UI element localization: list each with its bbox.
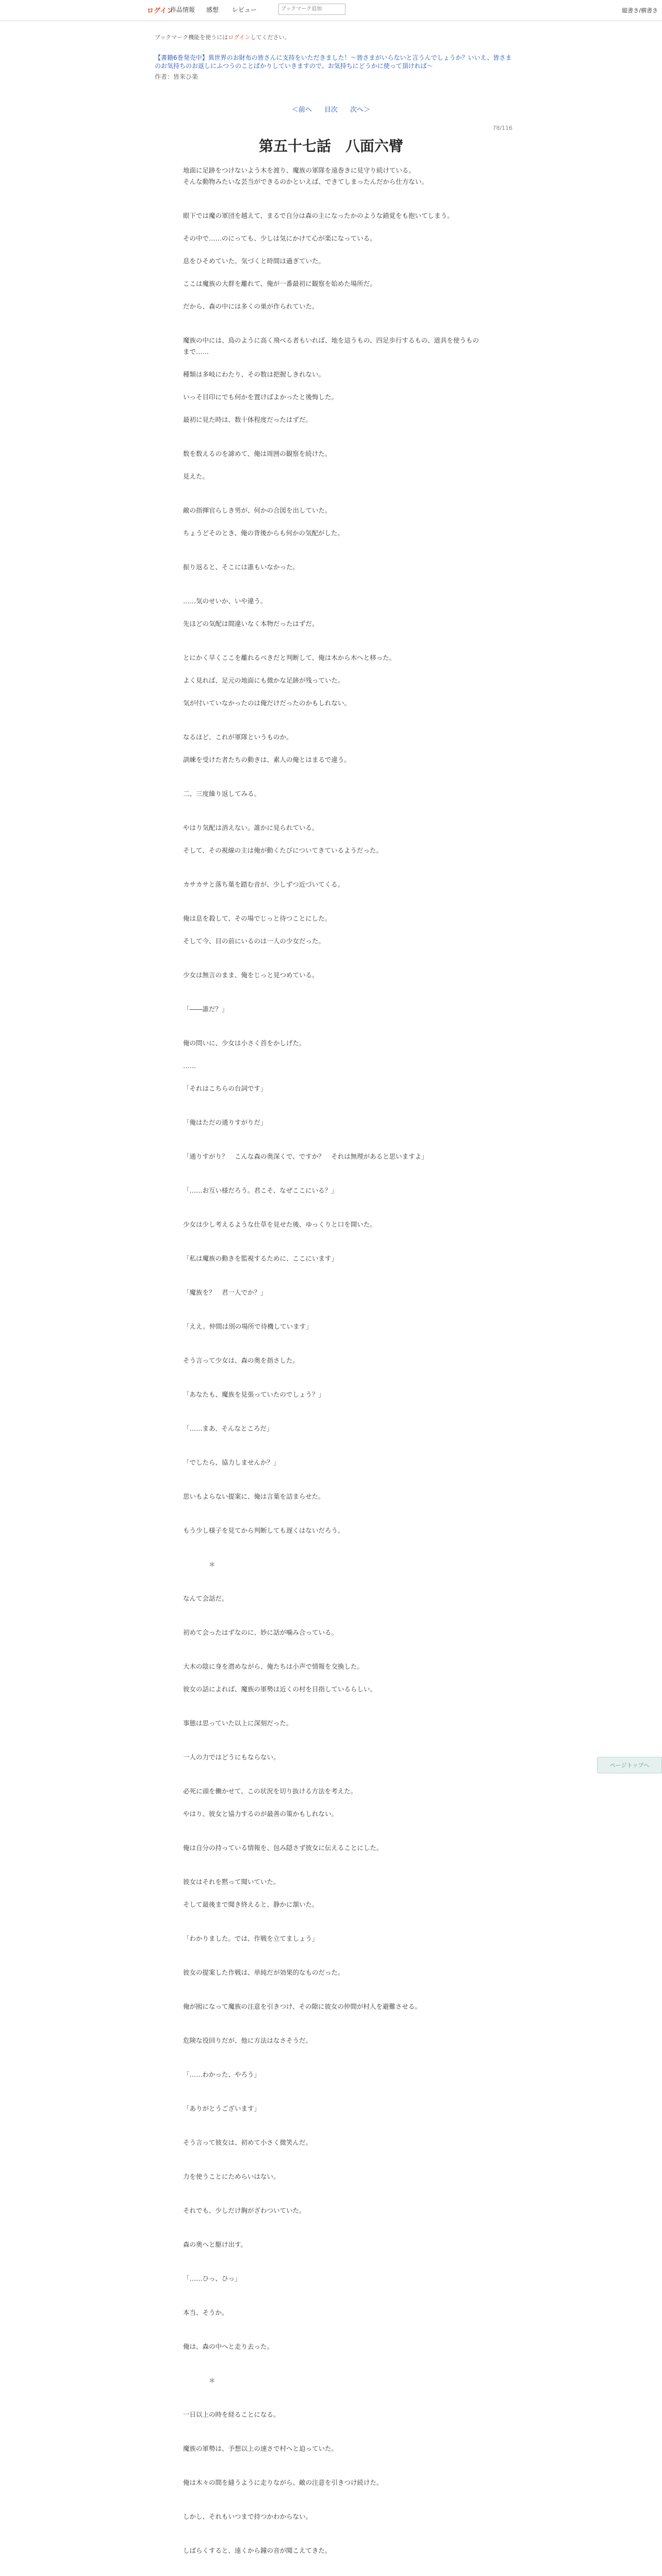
body-paragraph: [183, 1672, 479, 1684]
body-paragraph: 眼下では魔の軍団を越えて、まるで自分は森の主になったかのような錯覚をも抱いてしまう。: [183, 212, 454, 219]
bookmark-notice: [155, 33, 290, 41]
body-paragraph: [183, 2114, 479, 2126]
body-paragraph: [183, 1049, 479, 1060]
body-paragraph: 「あなたも、魔族を見張っていたのでしょう？」: [183, 1391, 325, 1398]
body-paragraph: [183, 312, 479, 324]
body-paragraph: 俺の問いに、少女は小さく首をかしげた。: [183, 1039, 306, 1047]
body-paragraph: [183, 2046, 479, 2058]
body-paragraph: 俺は自分の持っている情報を、包み隠さず彼女に伝えることにした。: [183, 1844, 383, 1852]
body-paragraph: [183, 2568, 479, 2576]
body-paragraph: [183, 947, 479, 958]
body-paragraph: [183, 550, 479, 562]
body-paragraph: [183, 267, 479, 278]
body-paragraph: 思いもよらない提案に、俺は言葉を詰まらせた。: [183, 1493, 325, 1500]
body-paragraph: [183, 1888, 479, 1899]
body-paragraph: 「それはこちらの台詞です」: [183, 1084, 267, 1092]
body-paragraph: ここは魔族の大群を離れて、俺が一番最初に観察を始めた場所だ。: [183, 280, 376, 287]
body-paragraph: [183, 1434, 479, 1446]
body-paragraph: 「……まあ、そんなところだ」: [183, 1425, 273, 1432]
body-paragraph: [183, 1638, 479, 1650]
body-paragraph: 「ありがとうございます」: [183, 2105, 261, 2112]
body-paragraph: [183, 2080, 479, 2092]
body-paragraph: [183, 664, 479, 675]
body-paragraph: [183, 1514, 479, 1525]
body-paragraph: 先ほどの気配は間違いなく本物だったはずだ。: [183, 620, 319, 628]
page-number: 78/116: [492, 125, 512, 131]
body-paragraph: 見えた。: [183, 472, 209, 480]
body-paragraph: [183, 1695, 479, 1706]
body-paragraph: [183, 2522, 479, 2534]
body-paragraph: [183, 2500, 479, 2511]
body-paragraph: [183, 2466, 479, 2477]
body-paragraph: そして今、目の前にいるのは一人の少女だった。: [183, 937, 325, 945]
next-link[interactable]: 次へ＞: [350, 106, 371, 114]
body-paragraph: そして最後まで聞き終えると、静かに頷いた。: [183, 1901, 319, 1908]
body-paragraph: [183, 1740, 479, 1752]
body-paragraph: [183, 1865, 479, 1876]
body-paragraph: [183, 482, 479, 494]
body-paragraph: [183, 1332, 479, 1344]
body-paragraph: [183, 981, 479, 992]
body-paragraph: 少女は少し考えるような仕草を見せた後、ゆっくりと口を開いた。: [183, 1221, 376, 1228]
body-paragraph: もう少し様子を見てから判断しても遅くはないだろう。: [183, 1527, 344, 1534]
body-paragraph: [183, 1910, 479, 1922]
body-paragraph: [183, 777, 479, 788]
body-paragraph: ＊: [183, 1561, 216, 1568]
body-paragraph: 必死に頭を働かせて、この状況を切り抜ける方法を考えた。: [183, 1787, 357, 1795]
top-bar: [0, 0, 662, 21]
body-paragraph: 俺は、森の中へと走り去った。: [183, 2343, 274, 2350]
body-paragraph: [183, 1242, 479, 1253]
body-paragraph: だから、森の中には多くの巣が作られていた。: [183, 302, 319, 310]
body-paragraph: 彼女の話によれば、魔族の軍勢は近くの村を目指しているらしい。: [183, 1685, 377, 1693]
body-paragraph: [183, 2216, 479, 2228]
body-paragraph: [183, 1774, 479, 1786]
body-paragraph: [183, 2262, 479, 2273]
body-paragraph: よく見れば、足元の地面にも微かな足跡が残っていた。: [183, 676, 344, 684]
body-paragraph: [183, 1616, 479, 1627]
body-paragraph: 「俺はただの通りすがりだ」: [183, 1118, 267, 1126]
body-paragraph: [183, 1378, 479, 1389]
body-paragraph: カサカサと落ち葉を踏む音が、少しずつ近づいてくる。: [183, 880, 344, 888]
nav-impressions[interactable]: 感想: [206, 6, 219, 13]
body-paragraph: [183, 1174, 479, 1185]
body-paragraph: [183, 1276, 479, 1287]
body-paragraph: [183, 516, 479, 528]
nav-work-info[interactable]: 作品情報: [170, 6, 195, 13]
body-paragraph: [183, 1650, 479, 1661]
body-paragraph: [183, 1026, 479, 1038]
body-paragraph: [183, 2058, 479, 2069]
body-paragraph: ＊: [183, 2377, 216, 2384]
body-paragraph: [183, 1922, 479, 1933]
body-paragraph: [183, 290, 479, 301]
body-paragraph: [183, 1706, 479, 1718]
body-paragraph: そんな動物みたいな芸当ができるのかといえば、できてしまったんだから仕方ない。: [183, 178, 428, 185]
body-paragraph: [183, 324, 479, 335]
body-paragraph: 彼女の提案した作戦は、単純だが効果的なものだった。: [183, 1969, 344, 1976]
body-paragraph: [183, 2092, 479, 2103]
body-paragraph: [183, 1548, 479, 1559]
body-paragraph: 訓練を受けた者たちの動きは、素人の俺とはまるで違う。: [183, 756, 351, 764]
body-paragraph: [183, 766, 479, 777]
body-paragraph: [183, 1502, 479, 1514]
body-paragraph: [183, 1264, 479, 1276]
body-paragraph: [183, 743, 479, 754]
body-paragraph: [183, 1072, 479, 1083]
body-paragraph: [183, 1094, 479, 1106]
body-paragraph: しばらくすると、遠くから鐘の音が聞こえてきた。: [183, 2547, 332, 2554]
body-paragraph: [183, 1366, 479, 1378]
body-paragraph: [183, 834, 479, 845]
body-paragraph: [183, 199, 479, 210]
body-paragraph: [183, 1106, 479, 1117]
body-paragraph: [183, 2296, 479, 2307]
bookmark-input[interactable]: [278, 4, 345, 15]
body-paragraph: [183, 2420, 479, 2432]
body-paragraph: [183, 2432, 479, 2443]
body-paragraph: [183, 1298, 479, 1310]
body-paragraph: 魔族の軍勢は、予想以上の速さで村へと迫っていた。: [183, 2445, 338, 2452]
notice-before: ブックマーク機能を使うには: [155, 34, 228, 41]
body-paragraph: [183, 2318, 479, 2330]
body-paragraph: [183, 2228, 479, 2239]
body-paragraph: [183, 890, 479, 902]
body-paragraph: 力を使うことにためらいはない。: [183, 2173, 280, 2180]
login-link[interactable]: ログイン: [147, 7, 174, 15]
body-paragraph: [183, 2126, 479, 2137]
body-paragraph: [183, 584, 479, 596]
body-paragraph: [183, 1570, 479, 1582]
body-paragraph: [183, 1446, 479, 1457]
body-paragraph: [183, 2352, 479, 2364]
body-paragraph: [183, 1831, 479, 1842]
body-paragraph: [183, 426, 479, 437]
body-paragraph: 「私は魔族の動きを監視するために、ここにいます」: [183, 1255, 338, 1262]
body-paragraph: 大木の陰に身を潜めながら、俺たちは小声で情報を交換した。: [183, 1663, 364, 1670]
body-paragraph: [183, 403, 479, 414]
body-paragraph: [183, 1128, 479, 1140]
body-paragraph: [183, 2398, 479, 2409]
body-paragraph: [183, 902, 479, 913]
body-paragraph: [183, 1310, 479, 1321]
body-paragraph: [183, 494, 479, 505]
body-paragraph: [183, 641, 479, 652]
body-paragraph: そう言って彼女は、初めて小さく微笑んだ。: [183, 2139, 312, 2146]
body-paragraph: 危険な役回りだが、他に方法はなさそうだ。: [183, 2037, 312, 2044]
body-paragraph: しかし、それもいつまで持つかわからない。: [183, 2513, 312, 2520]
notice-login-link[interactable]: ログイン: [228, 34, 251, 41]
body-paragraph: [183, 1344, 479, 1355]
body-paragraph: [183, 1140, 479, 1151]
body-paragraph: [183, 856, 479, 868]
body-paragraph: [183, 924, 479, 936]
body-paragraph: [183, 2488, 479, 2500]
body-paragraph: 数を数えるのを諦めて、俺は周囲の観察を続けた。: [183, 450, 332, 457]
body-paragraph: [183, 539, 479, 550]
toc-link[interactable]: 目次: [324, 106, 338, 114]
body-paragraph: [183, 1729, 479, 1740]
body-paragraph: [183, 437, 479, 448]
body-paragraph: そして、その視線の主は俺が動くたびについてきているようだった。: [183, 846, 383, 854]
body-paragraph: 本当、そうか。: [183, 2309, 228, 2316]
body-paragraph: [183, 2364, 479, 2375]
body-paragraph: [183, 1944, 479, 1956]
body-paragraph: [183, 188, 479, 199]
body-paragraph: [183, 2556, 479, 2568]
body-paragraph: ちょうどそのとき、俺の背後からも何かの気配がした。: [183, 529, 344, 537]
series-title-link[interactable]: 【書籍6巻発売中】異世界のお財布の皆さんに支持をいただきました！～皆さまがいらないと言うんでしょうか？いいえ、皆さまのお気持ちのお返しにふつうのことばかりしていきますので、お気持ちにどうかに使って頂ければ～: [155, 54, 512, 70]
author-name[interactable]: 作者：皆来ひ楽: [155, 73, 198, 80]
body-paragraph: [183, 2160, 479, 2171]
body-paragraph: [183, 380, 479, 392]
body-paragraph: [183, 1536, 479, 1548]
body-paragraph: 気が付いていなかったのは俺だけだったのかもしれない。: [183, 699, 351, 707]
body-paragraph: ……気のせいか、いや違う。: [183, 597, 267, 605]
body-paragraph: 地面に足跡をつけないよう木を渡り、魔族の軍隊を遠巻きに見守り続けている。: [183, 166, 416, 174]
body-paragraph: 少女は無言のまま、俺をじっと見つめている。: [183, 971, 319, 979]
body-paragraph: 「わかりました。では、作戦を立てましょう」: [183, 1935, 319, 1942]
vertical-horizontal-toggle[interactable]: 縦書き/横書き: [622, 7, 658, 14]
body-paragraph: 「――誰だ？」: [183, 1005, 228, 1013]
body-paragraph: それでも、少しだけ胸がざわついていた。: [183, 2207, 306, 2214]
body-paragraph: その中で……のにっても、少しは気にかけて心が楽になっている。: [183, 234, 376, 242]
body-paragraph: なんて会話だ。: [183, 1595, 228, 1602]
body-paragraph: [183, 1763, 479, 1774]
body-paragraph: いっそ目印にでも何かを置けばよかったと後悔した。: [183, 393, 338, 401]
body-paragraph: 二、三度繰り返してみる。: [183, 790, 261, 798]
body-paragraph: 一人の力ではどうにもならない。: [183, 1753, 280, 1761]
body-paragraph: 事態は思っていた以上に深刻だった。: [183, 1719, 293, 1727]
body-paragraph: 俺は息を殺して、その場でじっと待つことにした。: [183, 914, 332, 922]
body-paragraph: [183, 1468, 479, 1480]
body-paragraph: [183, 607, 479, 618]
body-paragraph: [183, 992, 479, 1004]
body-paragraph: ……: [183, 1062, 196, 1070]
pager: [0, 104, 662, 114]
body-paragraph: [183, 2250, 479, 2262]
prev-link[interactable]: ＜前へ: [291, 106, 312, 114]
body-paragraph: [183, 2284, 479, 2296]
body-paragraph: [183, 709, 479, 720]
body-paragraph: [183, 1015, 479, 1026]
body-paragraph: [183, 1480, 479, 1491]
body-paragraph: 俺が囮になって魔族の注意を引きつけ、その隙に彼女の仲間が村人を避難させる。: [183, 2003, 422, 2010]
body-paragraph: 「……お互い様だろう。君こそ、なぜここにいる？」: [183, 1187, 338, 1194]
body-paragraph: なるほど、これが軍隊というものか。: [183, 733, 293, 741]
body-paragraph: 息をひそめていた。気づくと時間は過ぎていた。: [183, 257, 325, 265]
body-paragraph: [183, 1208, 479, 1219]
novel-body: [183, 165, 479, 2576]
body-paragraph: 「……ひっ、ひっ」: [183, 2275, 241, 2282]
body-paragraph: 初めて会ったはずなのに、妙に話が噛み合っている。: [183, 1629, 338, 1636]
body-paragraph: 「でしたら、協力しませんか？」: [183, 1459, 280, 1466]
body-paragraph: [183, 720, 479, 732]
body-paragraph: [183, 1230, 479, 1242]
body-paragraph: [183, 460, 479, 471]
body-paragraph: [183, 1854, 479, 1865]
body-paragraph: [183, 2024, 479, 2035]
body-paragraph: [183, 811, 479, 822]
body-paragraph: [183, 2148, 479, 2160]
body-paragraph: [183, 2012, 479, 2024]
body-paragraph: [183, 2386, 479, 2398]
body-paragraph: [183, 1162, 479, 1174]
body-paragraph: やはり気配は消えない。誰かに見られている。: [183, 824, 319, 832]
body-paragraph: 敵の指揮官らしき男が、何かの合図を出していた。: [183, 506, 332, 514]
body-paragraph: 魔族の中には、鳥のように高く飛べる者もいれば、地を這うもの、四足歩行するもの、道具を使うものまで……: [183, 336, 479, 355]
body-paragraph: 「……わかった、やろう」: [183, 2071, 261, 2078]
body-paragraph: やはり、彼女と協力するのが最善の策かもしれない。: [183, 1810, 338, 1818]
body-paragraph: 最初に見た時は、数十体程度だったはずだ。: [183, 416, 312, 423]
body-paragraph: [183, 2194, 479, 2205]
body-paragraph: [183, 1797, 479, 1808]
body-paragraph: [183, 958, 479, 970]
body-paragraph: [183, 630, 479, 641]
body-paragraph: [183, 1978, 479, 1990]
body-paragraph: 種類は多岐にわたり、その数は把握しきれない。: [183, 370, 325, 378]
body-paragraph: [183, 244, 479, 256]
body-paragraph: 振り返ると、そこには誰もいなかった。: [183, 563, 300, 571]
body-paragraph: 彼女はそれを黙って聞いていた。: [183, 1878, 280, 1886]
body-paragraph: [183, 800, 479, 811]
body-paragraph: 「魔族を？ 君一人でか？」: [183, 1289, 267, 1296]
body-paragraph: [183, 1400, 479, 1412]
page-top-button[interactable]: ページトップへ: [597, 1757, 662, 1773]
nav-reviews[interactable]: レビュー: [232, 6, 257, 13]
body-paragraph: [183, 2454, 479, 2466]
body-paragraph: [183, 1956, 479, 1967]
body-paragraph: [183, 1604, 479, 1616]
body-paragraph: [183, 868, 479, 879]
body-paragraph: [183, 1582, 479, 1593]
chapter-title: 第五十七話 八面六臂: [258, 138, 403, 155]
body-paragraph: [183, 358, 479, 369]
body-paragraph: 「通りすがり？ こんな森の奥深くで、ですか？ それは無理があると思いますよ」: [183, 1153, 428, 1160]
body-paragraph: [183, 222, 479, 233]
body-paragraph: 「ええ。仲間は別の場所で待機しています」: [183, 1323, 312, 1330]
body-paragraph: [183, 2534, 479, 2545]
body-paragraph: そう言って少女は、森の奥を指さした。: [183, 1357, 300, 1364]
body-paragraph: 一日以上の時を経ることになる。: [183, 2411, 280, 2418]
body-paragraph: [183, 573, 479, 584]
notice-after: してください。: [250, 34, 290, 41]
body-paragraph: [183, 1196, 479, 1208]
body-paragraph: 俺は木々の間を縫うように走りながら、敵の注意を引きつけ続けた。: [183, 2479, 383, 2486]
body-paragraph: 森の奥へと駆け出す。: [183, 2241, 247, 2248]
body-paragraph: [183, 1412, 479, 1423]
body-paragraph: [183, 2182, 479, 2194]
body-paragraph: とにかく早くここを離れるべきだと判断して、俺は木から木へと移った。: [183, 654, 396, 662]
body-paragraph: [183, 686, 479, 698]
body-paragraph: [183, 1990, 479, 2001]
body-paragraph: [183, 1820, 479, 1831]
body-paragraph: [183, 2330, 479, 2341]
